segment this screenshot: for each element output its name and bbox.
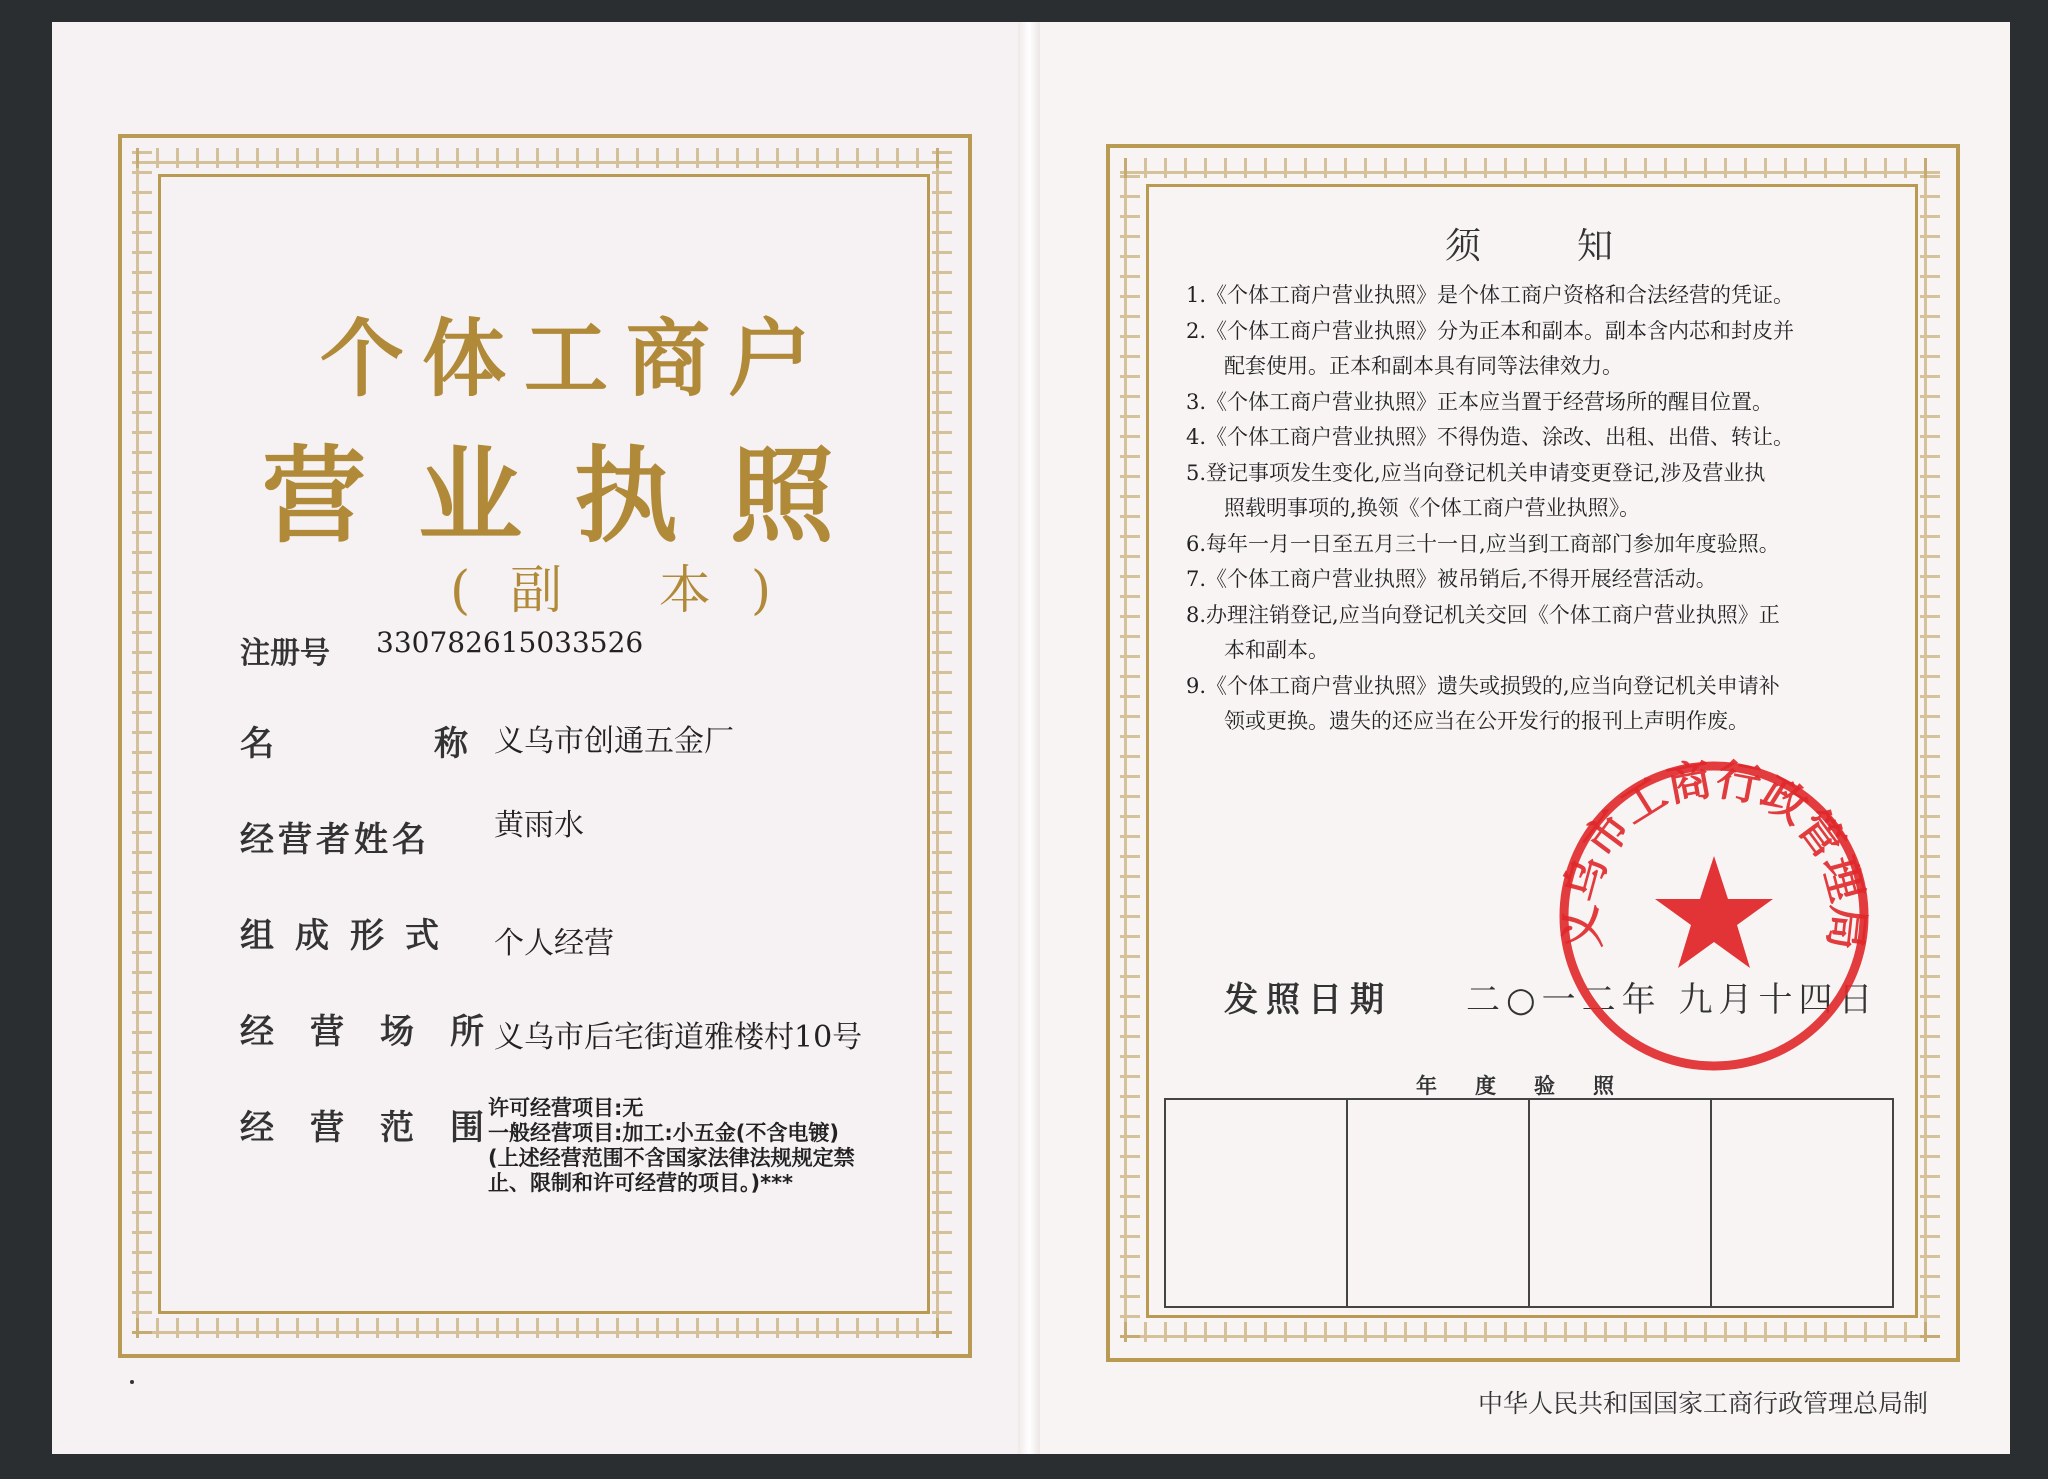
page-mark [130, 1380, 134, 1384]
issue-date-value: 二○一二年 九月十四日 [1466, 980, 1879, 1020]
notice-item-number: 5. [1186, 460, 1207, 485]
right-meander-left [1120, 158, 1140, 1342]
notice-item-text: 本和副本。 [1224, 638, 1329, 662]
place-label: 经营场所 [240, 1012, 520, 1052]
star-icon [1655, 856, 1773, 968]
form-value: 个人经营 [494, 926, 614, 961]
annual-inspection-table [1164, 1098, 1894, 1308]
left-meander-bottom [132, 1318, 952, 1338]
notice-item [1186, 562, 1886, 598]
scope-label: 经营范围 [240, 1108, 520, 1148]
notice-item [1186, 527, 1886, 563]
reg-no-label: 注册号 [240, 636, 330, 671]
right-meander-top [1120, 158, 1940, 178]
scope-line: 止、限制和许可经营的项目。)*** [488, 1171, 794, 1195]
book-spine [1018, 22, 1040, 1454]
notice-item-text: 领或更换。遗失的还应当在公开发行的报刊上声明作废。 [1224, 709, 1749, 733]
scope-line: 许可经营项目:无 [488, 1096, 644, 1120]
left-meander-left [132, 148, 152, 1338]
notice-item-text: 《个体工商户营业执照》被吊销后,不得开展经营活动。 [1206, 567, 1717, 591]
notice-item-text: 登记事项发生变化,应当向登记机关申请变更登记,涉及营业执 [1206, 460, 1766, 485]
annual-inspection-cell [1712, 1100, 1892, 1306]
left-meander-right [932, 148, 952, 1338]
right-meander-right [1920, 158, 1940, 1342]
place-value: 义乌市后宅街道雅楼村10号 [494, 1020, 863, 1055]
notice-item-number: 6. [1186, 531, 1207, 556]
notice-item [1186, 598, 1886, 669]
license-title-line1: 个体工商户 [320, 310, 831, 408]
notice-list [1186, 278, 1886, 740]
reg-no-value: 330782615033526 [376, 626, 644, 659]
notice-item [1186, 314, 1886, 385]
annual-inspection-cell [1530, 1100, 1712, 1306]
notice-item-text: 《个体工商户营业执照》不得伪造、涂改、出租、出借、转让。 [1206, 425, 1795, 449]
annual-inspection-cell [1166, 1100, 1348, 1306]
notice-item [1186, 669, 1886, 740]
notice-item [1186, 420, 1886, 456]
notice-item-number: 2. [1186, 318, 1207, 343]
license-title-line2: 营业执照 [262, 435, 887, 557]
notice-item-number: 3. [1186, 389, 1207, 414]
notice-item [1186, 385, 1886, 421]
notice-item [1186, 456, 1886, 527]
official-seal [1554, 756, 1874, 1076]
notice-item-text: 办理注销登记,应当向登记机关交回《个体工商户营业执照》正 [1206, 602, 1780, 627]
annual-inspection-label: 年度验照 [1416, 1074, 1652, 1098]
name-value: 义乌市创通五金厂 [494, 724, 734, 759]
issuer-footer: 中华人民共和国国家工商行政管理总局制 [1478, 1389, 1929, 1418]
seal-text: 义乌市工商行政管理局 [1554, 756, 1874, 953]
name-label-2: 称 [434, 724, 468, 764]
notice-item-text: 照载明事项的,换领《个体工商户营业执照》。 [1224, 496, 1641, 520]
issue-date-label: 发照日期 [1224, 980, 1392, 1020]
notice-item-number: 9. [1186, 673, 1207, 698]
form-label: 组成形式 [240, 916, 460, 956]
notice-item-text: 《个体工商户营业执照》遗失或损毁的,应当向登记机关申请补 [1206, 673, 1780, 698]
operator-value: 黄雨水 [494, 808, 584, 843]
notice-item-text: 《个体工商户营业执照》是个体工商户资格和合法经营的凭证。 [1206, 283, 1795, 307]
notice-item-text: 配套使用。正本和副本具有同等法律效力。 [1224, 354, 1623, 378]
operator-label: 经营者姓名 [240, 820, 430, 860]
notice-item-text: 《个体工商户营业执照》正本应当置于经营场所的醒目位置。 [1206, 389, 1774, 414]
notice-item-number: 8. [1186, 602, 1207, 627]
right-meander-bottom [1120, 1322, 1940, 1342]
scope-line: 一般经营项目:加工:小五金(不含电镀) [488, 1121, 839, 1145]
scope-line: (上述经营范围不含国家法律法规规定禁 [488, 1146, 855, 1170]
notice-title: 须知 [1445, 226, 1710, 267]
notice-item-number: 4. [1186, 425, 1207, 449]
name-label-1: 名 [240, 724, 274, 764]
notice-item-text: 《个体工商户营业执照》分为正本和副本。副本含内芯和封皮并 [1206, 318, 1795, 343]
notice-item-number: 7. [1186, 567, 1207, 591]
notice-item-text: 每年一月一日至五月三十一日,应当到工商部门参加年度验照。 [1206, 531, 1780, 556]
left-meander-top [132, 148, 952, 168]
notice-item-number: 1. [1186, 283, 1207, 307]
license-subtitle: (副 本) [450, 561, 812, 621]
annual-inspection-cell [1348, 1100, 1530, 1306]
scope-value [488, 1096, 908, 1196]
notice-item [1186, 278, 1886, 314]
